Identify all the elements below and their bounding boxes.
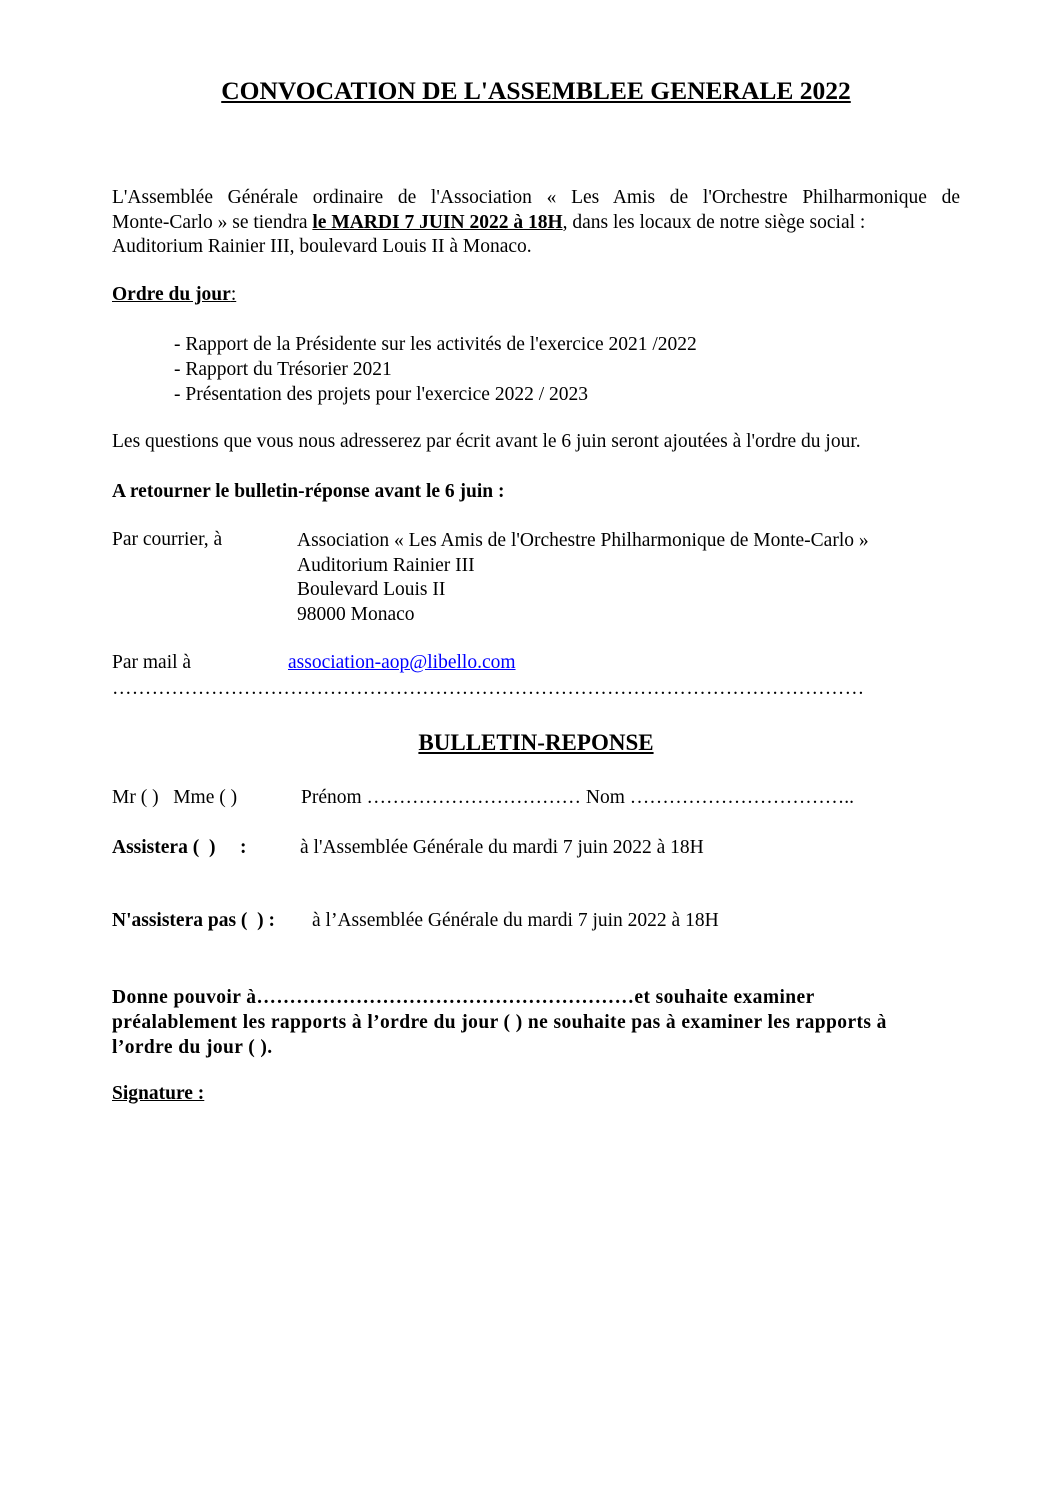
name-field: Prénom …………………………… Nom ……………………………..	[301, 787, 855, 808]
intro-line-2	[112, 211, 960, 236]
agenda-list	[174, 332, 697, 407]
nassistera-label: N'assistera pas ( ) :	[112, 910, 276, 931]
page-title: CONVOCATION DE L'ASSEMBLEE GENERALE 2022	[221, 76, 851, 105]
agenda-heading	[112, 284, 236, 306]
intro-paragraph	[112, 186, 960, 260]
address-line: Association « Les Amis de l'Orchestre Philharmonique de Monte-Carlo »	[297, 530, 869, 551]
signature-label: Signature :	[112, 1083, 205, 1104]
intro-line-2-pre: Monte-Carlo » se tiendra	[112, 211, 313, 233]
agenda-item: - Présentation des projets pour l'exercice 2022 / 2023	[174, 384, 588, 405]
questions-text: Les questions que vous nous adresserez par écrit avant le 6 juin seront ajoutées à l'ordre du jour.	[112, 431, 861, 452]
proxy-line-1: Donne pouvoir à…………………………………………………et souhaite examiner	[112, 987, 815, 1008]
agenda-item: - Rapport du Trésorier 2021	[174, 359, 392, 380]
proxy-line-2: préalablement les rapports à l’ordre du jour ( ) ne souhaite pas à examiner les rapports à	[112, 1012, 887, 1033]
address-line: Boulevard Louis II	[297, 579, 446, 600]
proxy-line-3: l’ordre du jour ( ).	[112, 1037, 273, 1058]
agenda-heading-colon: :	[230, 284, 237, 305]
civility-field: Mr ( ) Mme ( )	[112, 787, 238, 808]
courrier-label: Par courrier, à	[112, 529, 223, 550]
address-line: Auditorium Rainier III	[297, 554, 475, 576]
intro-line-1: L'Assemblée Générale ordinaire de l'Association « Les Amis de l'Orchestre Philharmonique de	[112, 187, 960, 208]
proxy-paragraph	[112, 985, 926, 1060]
meeting-date: le MARDI 7 JUIN 2022 à 18H	[312, 211, 563, 233]
assistera-label: Assistera ( )	[112, 837, 216, 858]
assistera-colon: :	[240, 837, 247, 858]
separator-dots: ……………………………………………………………………………………………………	[112, 678, 865, 699]
mail-label: Par mail à	[112, 652, 192, 673]
intro-line-3: Auditorium Rainier III, boulevard Louis II à Monaco.	[112, 236, 532, 257]
return-heading: A retourner le bulletin-réponse avant le 6 juin :	[112, 481, 505, 502]
agenda-heading-label: Ordre du jour	[112, 284, 231, 305]
address-line: 98000 Monaco	[297, 603, 415, 625]
assistera-text: à l'Assemblée Générale du mardi 7 juin 2022 à 18H	[300, 837, 704, 858]
bulletin-title: BULLETIN-REPONSE	[418, 730, 654, 755]
agenda-item: - Rapport de la Présidente sur les activités de l'exercice 2021 /2022	[174, 334, 697, 355]
email-link[interactable]: association-aop@libello.com	[288, 652, 516, 673]
intro-line-2-post: , dans les locaux de notre siège social :	[562, 211, 866, 233]
nassistera-text: à l’Assemblée Générale du mardi 7 juin 2022 à 18H	[312, 910, 719, 931]
postal-address	[297, 529, 869, 627]
